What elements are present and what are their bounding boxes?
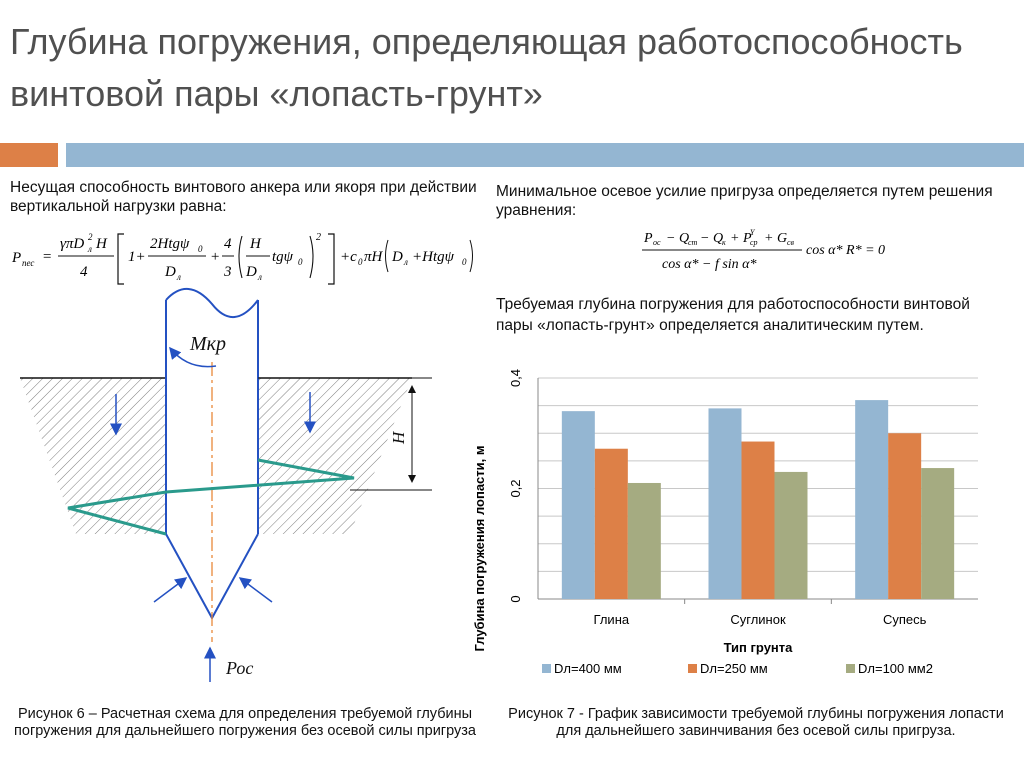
- svg-text:л: л: [258, 272, 262, 282]
- bar: [628, 483, 661, 599]
- svg-text:D: D: [165, 264, 176, 280]
- svg-text:св: св: [787, 238, 795, 247]
- legend-label: Dл=250 мм: [700, 661, 768, 676]
- svg-text:0: 0: [198, 244, 203, 254]
- svg-text:tgψ: tgψ: [272, 249, 293, 265]
- depth-bar-chart: [470, 360, 1000, 700]
- axial-force-equation: [640, 226, 940, 276]
- svg-text:+Htgψ: +Htgψ: [412, 249, 454, 265]
- legend-swatch: [688, 664, 697, 673]
- bar: [855, 400, 888, 599]
- bar: [709, 408, 742, 599]
- accent-bar: [0, 143, 58, 167]
- svg-text:cos α* R* = 0: cos α* R* = 0: [806, 243, 886, 258]
- right-method-text: Требуемая глубина погружения для работоспособности винтовой пары «лопасть-грунт» определяется аналитическим путем.: [496, 296, 970, 334]
- bar: [921, 468, 954, 599]
- x-tick-label: Глина: [593, 612, 630, 627]
- bar: [775, 472, 808, 599]
- y-axis-title: Глубина погружения лопасти, м: [472, 445, 487, 652]
- svg-text:л: л: [404, 257, 408, 267]
- x-axis-title: Тип грунта: [723, 640, 793, 655]
- svg-text:− Q: − Q: [666, 231, 690, 246]
- svg-text:− Q: − Q: [700, 231, 724, 246]
- svg-text:+c: +c: [340, 249, 357, 265]
- legend-label: Dл=400 мм: [554, 661, 622, 676]
- x-tick-label: Супесь: [882, 612, 927, 627]
- svg-text:4: 4: [224, 236, 232, 252]
- svg-text:P: P: [12, 250, 22, 266]
- bar: [888, 433, 921, 599]
- svg-text:+: +: [210, 249, 221, 265]
- bar: [742, 442, 775, 599]
- right-intro-text: Минимальное осевое усилие пригруза определяется путем решения уравнения:: [496, 183, 993, 219]
- svg-text:D: D: [392, 249, 403, 265]
- svg-text:2: 2: [316, 232, 321, 243]
- bearing-capacity-formula: [10, 226, 480, 290]
- slide-title: Глубина погружения, определяющая работоспособность винтовой пары «лопасть-грунт»: [10, 21, 963, 114]
- x-tick-label: Суглинок: [730, 612, 786, 627]
- svg-text:л: л: [88, 244, 92, 254]
- svg-text:D: D: [246, 264, 257, 280]
- svg-text:cos α* − f sin α*: cos α* − f sin α*: [662, 257, 757, 272]
- svg-text:пес: пес: [22, 258, 35, 268]
- svg-text:2Htgψ: 2Htgψ: [150, 236, 190, 252]
- svg-text:0: 0: [358, 257, 363, 267]
- svg-text:H: H: [96, 236, 107, 252]
- svg-text:+ G: + G: [764, 231, 788, 246]
- legend-swatch: [846, 664, 855, 673]
- svg-text:ср: ср: [750, 238, 758, 247]
- y-tick-label: 0: [508, 595, 523, 603]
- axial-force-label: Рос: [226, 658, 254, 678]
- svg-text:к: к: [722, 238, 726, 247]
- svg-text:=: =: [42, 249, 53, 265]
- y-tick-label: 0,2: [508, 479, 523, 498]
- legend-label: Dл=100 мм2: [858, 661, 933, 676]
- svg-text:H: H: [250, 236, 261, 252]
- svg-text:1+: 1+: [128, 249, 146, 265]
- legend-swatch: [542, 664, 551, 673]
- svg-text:πH: πH: [364, 249, 383, 265]
- svg-text:л: л: [177, 272, 181, 282]
- svg-text:ст: ст: [688, 238, 698, 247]
- svg-text:+ P: + P: [730, 231, 752, 246]
- svg-text:2: 2: [88, 232, 93, 242]
- svg-text:γπD: γπD: [60, 236, 85, 252]
- y-tick-label: 0,4: [508, 368, 523, 388]
- svg-text:4: 4: [80, 264, 88, 280]
- svg-text:P: P: [644, 231, 653, 246]
- header-bar: [66, 143, 1024, 167]
- figure6-caption: Рисунок 6 – Расчетная схема для определения требуемой глубины погружения для дальнейшего погружения без осевой силы пригруза: [14, 706, 476, 739]
- left-intro-text: Несущая способность винтового анкера или якоря при действии вертикальной нагрузки равна:: [10, 179, 477, 215]
- bar: [595, 449, 628, 599]
- bar: [562, 411, 595, 599]
- figure7-caption: Рисунок 7 - График зависимости требуемой глубины погружения лопасти для дальнейшего завинчивания без осевой силы пригруза.: [508, 706, 1004, 739]
- torque-label: Мкр: [190, 333, 227, 355]
- depth-label: Н: [389, 431, 408, 444]
- svg-text:0: 0: [462, 257, 467, 267]
- svg-text:0: 0: [298, 257, 303, 267]
- svg-text:3: 3: [224, 264, 232, 280]
- svg-text:Y: Y: [750, 228, 755, 237]
- svg-text:ос: ос: [653, 238, 661, 247]
- anchor-diagram: [20, 282, 440, 692]
